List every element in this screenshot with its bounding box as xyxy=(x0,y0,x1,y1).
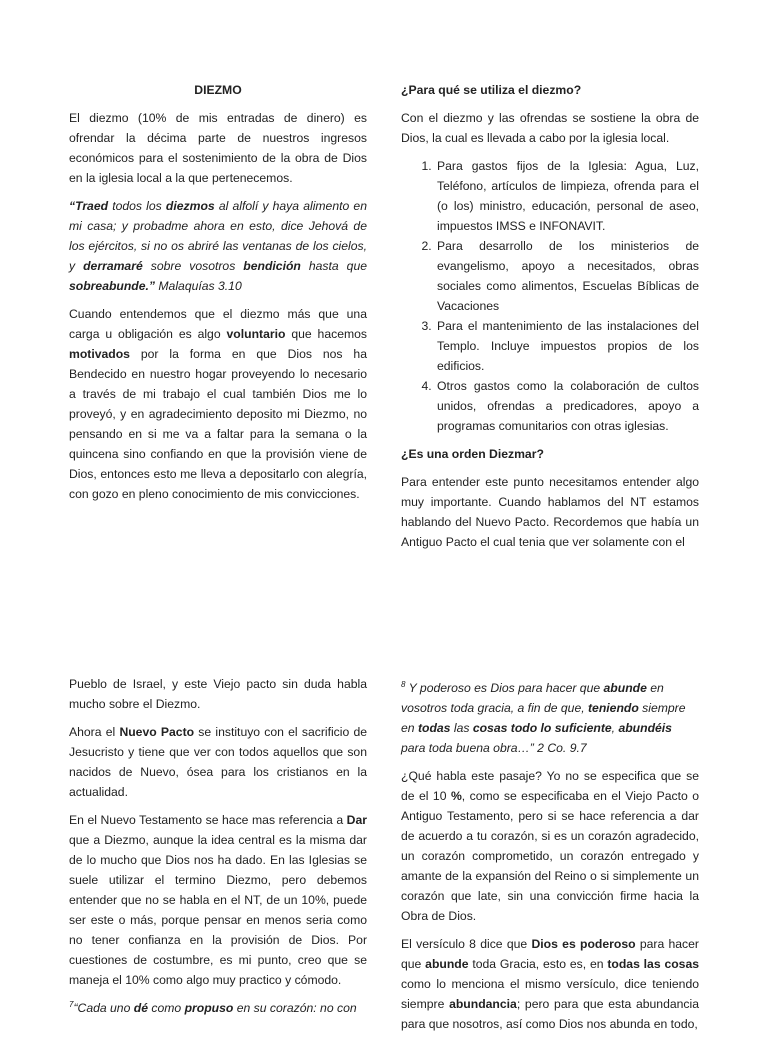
quote-fragment: abundéis xyxy=(618,721,672,735)
verse-number: 7 xyxy=(69,999,74,1009)
page-1-left-column xyxy=(69,80,367,512)
verse-number: 8 xyxy=(401,679,406,689)
quote-fragment: abunde xyxy=(603,681,647,695)
text-fragment: por la forma en que Dios nos ha Bendecido en nuestro hogar proveyendo lo necesario a través de mi trabajo el cual también Dios me lo proveyó, y en agradecimiento deposito mi Diezmo, no pensando en si me va a faltar para la semana o la quincena sino confiando en que la provisión viene de Dios, entonces esto me lleva a depositarlo con alegría, con gozo en pleno conocimiento de mis convicciones. xyxy=(69,347,367,501)
quote-fragment: como xyxy=(148,1001,185,1015)
quote-fragment: “Traed xyxy=(69,199,109,213)
list-item: 3. Para el mantenimiento de las instalaciones del Templo. Incluye impuestos propios de los edificios. xyxy=(435,316,699,376)
corinthians-quote-verse-8 xyxy=(401,678,699,758)
text-fragment: ; pero para que esta abundancia para que nosotros, así como Dios nos abunda en todo, xyxy=(401,997,700,1031)
covenant-paragraph: Para entender este punto necesitamos entender algo muy importante. Cuando hablamos del NT estamos hablando del Nuevo Pacto. Recordemos que había un Antiguo Pacto el cual tenia que ver solamente con el xyxy=(401,475,699,549)
text-fragment: El versículo 8 dice que xyxy=(401,937,532,951)
quote-fragment: ” xyxy=(148,279,159,293)
quote-fragment: diezmos xyxy=(165,199,215,213)
section-heading-usage: ¿Para qué se utiliza el diezmo? xyxy=(401,83,582,97)
corinthians-quote-start xyxy=(69,998,367,1018)
list-item: 4. Otros gastos como la colaboración de cultos unidos, ofrendas a predicadores, apoyo a programas comunitarios con otras iglesias. xyxy=(435,376,699,436)
text-fragment: motivados xyxy=(69,347,130,361)
definition-paragraph: El diezmo (10% de mis entradas de dinero) es ofrendar la décima parte de nuestros ingresos económicos para el sostenimiento de la obra de Dios en la iglesia local a la que pertenecemos. xyxy=(69,111,367,185)
quote-fragment: bendición xyxy=(243,259,301,273)
quote-fragment: al alfolí y haya alimento en mi casa; y probadme ahora en esto, dice Jehová de los ejércitos, si no os abriré las ventanas de los cielos, y xyxy=(69,199,367,273)
israel-paragraph: Pueblo de Israel, y este Viejo pacto sin duda habla mucho sobre el Diezmo. xyxy=(69,677,367,711)
text-fragment: Cuando entendemos que el diezmo más que una carga u obligación es algo xyxy=(69,307,367,341)
text-fragment: abundancia xyxy=(449,997,517,1011)
page-1-right-column xyxy=(401,80,699,560)
quote-fragment: cosas todo lo suficiente xyxy=(472,721,612,735)
text-fragment: se instituyo con el sacrificio de Jesucristo y tiene que ver con todos aquellos que son nacidos de Nuevo, ósea para los cristianos en la actualidad. xyxy=(69,725,368,799)
passage-question-paragraph xyxy=(401,766,699,926)
quote-fragment: en su corazón: no con xyxy=(233,1001,357,1015)
quote-fragment: sobre vosotros xyxy=(142,259,244,273)
quote-fragment: Y poderoso es Dios para hacer que xyxy=(405,681,604,695)
usage-list xyxy=(401,156,699,436)
quote-fragment: propuso xyxy=(184,1001,234,1015)
quote-fragment: “Cada uno xyxy=(73,1001,134,1015)
malachi-quote xyxy=(69,196,367,296)
quote-fragment: , xyxy=(611,721,619,735)
section-heading-order: ¿Es una orden Diezmar? xyxy=(401,447,544,461)
text-fragment: para hacer que xyxy=(401,937,699,971)
text-fragment: todas las cosas xyxy=(607,957,700,971)
new-covenant-paragraph xyxy=(69,722,367,802)
text-fragment: toda Gracia, esto es, en xyxy=(468,957,608,971)
text-fragment: Nuevo Pacto xyxy=(119,725,195,739)
text-fragment: voluntario xyxy=(226,327,286,341)
quote-fragment: sobreabunde. xyxy=(69,279,149,293)
quote-fragment: siempre en xyxy=(401,701,686,735)
text-fragment: En el Nuevo Testamento se hace mas referencia a xyxy=(69,813,347,827)
text-fragment: que hacemos xyxy=(285,327,368,341)
text-fragment: Dar xyxy=(346,813,367,827)
text-fragment: como lo menciona el mismo versículo, dice teniendo siempre xyxy=(401,977,699,1011)
quote-fragment: las xyxy=(450,721,473,735)
quote-fragment: en vosotros toda gracia, a fin de que, xyxy=(401,681,664,715)
quote-fragment: todos los xyxy=(108,199,166,213)
page-2-left-column xyxy=(69,674,367,1026)
text-fragment: que a Diezmo, aunque la idea central es la misma dar de lo mucho que Dios nos ha dado. En las Iglesias se suele utilizar el termino Diezmo, pero debemos entender que no se habla en el NT, de un 10%, puede ser este o más, porque pensar en menos seria como no tener confianza en la provisión de Dios. Por cuestiones de costumbre, es mi punto, creo que se maneja el 10% como algo muy practico y cómodo. xyxy=(69,833,367,987)
quote-reference: Malaquías 3.10 xyxy=(158,279,242,293)
quote-fragment: dé xyxy=(133,1001,148,1015)
page-2 xyxy=(0,664,768,1031)
quote-fragment: todas xyxy=(417,721,451,735)
voluntary-paragraph xyxy=(69,304,367,504)
page-2-right-column xyxy=(401,678,699,1042)
text-fragment: Ahora el xyxy=(69,725,120,739)
text-fragment: abunde xyxy=(425,957,469,971)
quote-fragment: teniendo xyxy=(588,701,639,715)
document-title: DIEZMO xyxy=(194,83,242,97)
list-item: 2. Para desarrollo de los ministerios de evangelismo, apoyo a necesitados, obras sociales como alimentos, Escuelas Bíblicas de Vacaciones xyxy=(435,236,699,316)
list-item: 1. Para gastos fijos de la Iglesia: Agua, Luz, Teléfono, artículos de limpieza, ofrenda para el (o los) ministro, educación, personal de aseo, impuestos IMSS e INFONAVIT. xyxy=(435,156,699,236)
text-fragment: , como se especificaba en el Viejo Pacto o Antiguo Testamento, pero si se hace referencia a dar de acuerdo a tu corazón, si es un corazón agradecido, un corazón comprometido, un corazón entregado y amante de la expansión del Reino o si simplemente un corazón que late, sin una convicción firme hacia la Obra de Dios. xyxy=(401,789,700,923)
quote-fragment: derramaré xyxy=(83,259,143,273)
text-fragment: Dios es poderoso xyxy=(531,937,636,951)
quote-fragment: hasta que xyxy=(300,259,368,273)
verse-8-paragraph xyxy=(401,934,699,1034)
usage-intro: Con el diezmo y las ofrendas se sostiene la obra de Dios, la cual es llevada a cabo por la iglesia local. xyxy=(401,111,699,145)
text-fragment: ¿Qué habla este pasaje? Yo no se especifica que se de el 10 xyxy=(401,769,699,803)
quote-fragment: para toda buena obra…” 2 Co. 9.7 xyxy=(401,741,587,755)
text-fragment: % xyxy=(450,789,462,803)
giving-paragraph xyxy=(69,810,367,990)
